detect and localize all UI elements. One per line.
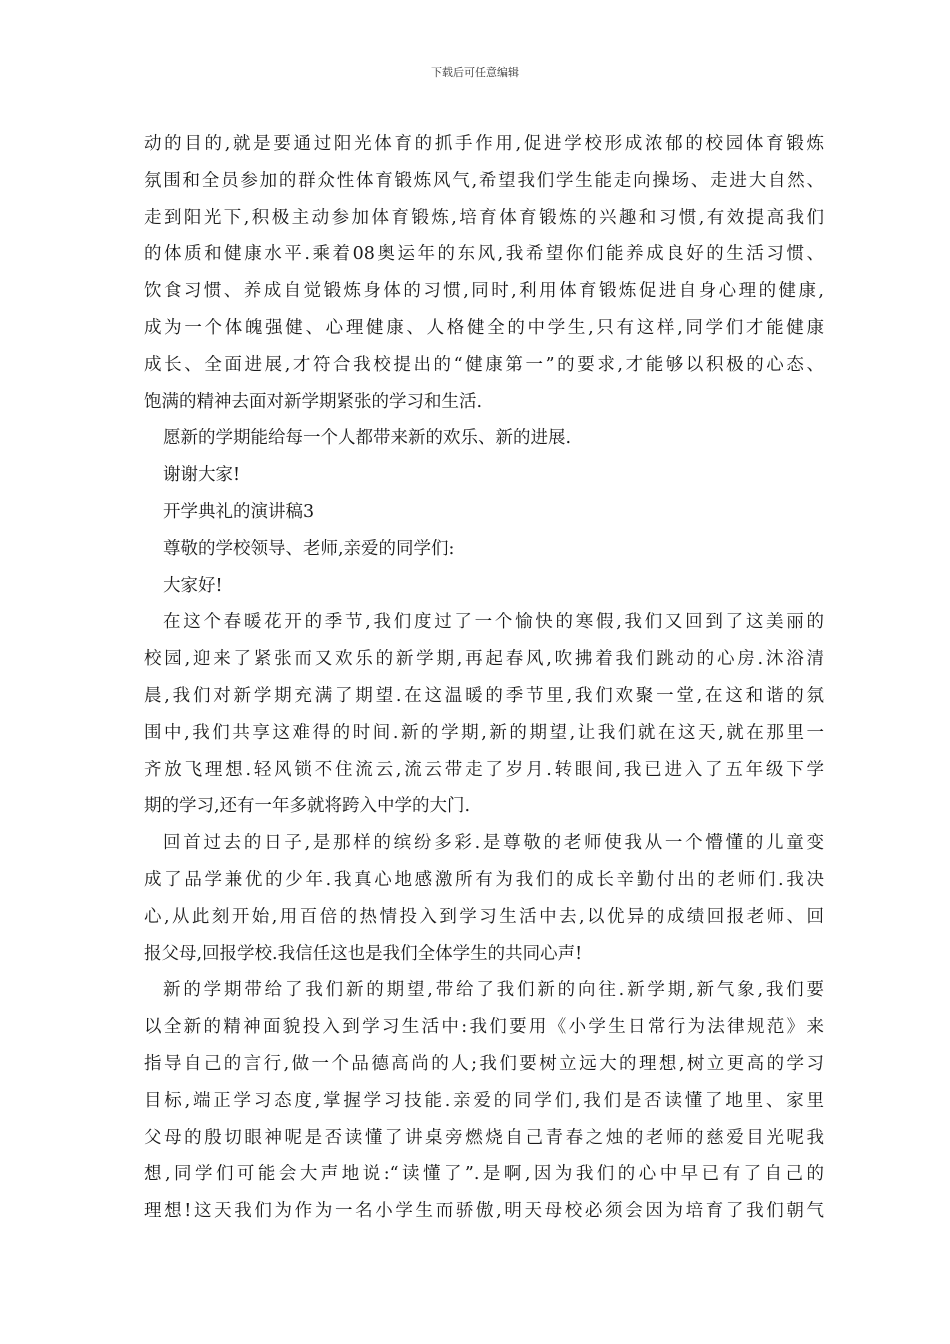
text-line: 报父母,回报学校.我信任这也是我们全体学生的共同心声! bbox=[144, 943, 583, 964]
document-body bbox=[144, 126, 824, 1230]
text-line: 成为一个体魄强健、心理健康、人格健全的中学生,只有这样,同学们才能健康 bbox=[144, 317, 824, 338]
text-line: 氛围和全员参加的群众性体育锻炼风气,希望我们学生能走向操场、走进大自然、 bbox=[144, 170, 824, 191]
text-line: 尊敬的学校领导、老师,亲爱的同学们: bbox=[163, 538, 455, 559]
text-line: 动的目的,就是要通过阳光体育的抓手作用,促进学校形成浓郁的校园体育锻炼 bbox=[144, 134, 824, 154]
text-line: 想,同学们可能会大声地说:“读懂了”.是啊,因为我们的心中早已有了自己的 bbox=[144, 1164, 824, 1185]
text-line: 齐放飞理想.轻风锁不住流云,流云带走了岁月.转眼间,我已进入了五年级下学 bbox=[144, 759, 824, 780]
text-line: 理想!这天我们为作为一名小学生而骄傲,明天母校必须会因为培育了我们朝气 bbox=[144, 1201, 824, 1222]
text-line: 回首过去的日子,是那样的缤纷多彩.是尊敬的老师使我从一个懵懂的儿童变 bbox=[163, 833, 824, 854]
text-line: 饱满的精神去面对新学期紧张的学习和生活. bbox=[144, 391, 483, 412]
text-line: 心,从此刻开始,用百倍的热情投入到学习生活中去,以优异的成绩回报老师、回 bbox=[144, 906, 824, 927]
text-line: 谢谢大家! bbox=[163, 465, 241, 486]
text-line: 的体质和健康水平.乘着08奥运年的东风,我希望你们能养成良好的生活习惯、 bbox=[144, 244, 824, 265]
text-line: 晨,我们对新学期充满了期望.在这温暖的季节里,我们欢聚一堂,在这和谐的氛 bbox=[144, 685, 824, 706]
text-line: 父母的殷切眼神呢是否读懂了讲桌旁燃烧自己青春之烛的老师的慈爱目光呢我 bbox=[144, 1127, 824, 1148]
text-line: 在这个春暖花开的季节,我们度过了一个愉快的寒假,我们又回到了这美丽的 bbox=[163, 612, 824, 633]
text-line: 成了品学兼优的少年.我真心地感激所有为我们的成长辛勤付出的老师们.我决 bbox=[144, 869, 824, 890]
text-line: 指导自己的言行,做一个品德高尚的人;我们要树立远大的理想,树立更高的学习 bbox=[144, 1053, 824, 1074]
text-line: 走到阳光下,积极主动参加体育锻炼,培育体育锻炼的兴趣和习惯,有效提高我们 bbox=[144, 207, 824, 228]
text-line: 新的学期带给了我们新的期望,带给了我们新的向往.新学期,新气象,我们要 bbox=[163, 980, 824, 1001]
page-header: 下载后可任意编辑 bbox=[431, 66, 519, 79]
text-line: 成长、全面进展,才符合我校提出的“健康第一”的要求,才能够以积极的心态、 bbox=[144, 354, 824, 375]
text-line: 围中,我们共享这难得的时间.新的学期,新的期望,让我们就在这天,就在那里一 bbox=[144, 722, 824, 743]
text-line: 饮食习惯、养成自觉锻炼身体的习惯,同时,利用体育锻炼促进自身心理的健康, bbox=[144, 281, 824, 302]
text-line: 期的学习,还有一年多就将跨入中学的大门. bbox=[144, 796, 471, 817]
text-line: 目标,端正学习态度,掌握学习技能.亲爱的同学们,我们是否读懂了地里、家里 bbox=[144, 1090, 824, 1111]
text-line: 校园,迎来了紧张而又欢乐的新学期,再起春风,吹拂着我们跳动的心房.沐浴清 bbox=[144, 649, 824, 670]
text-line: 愿新的学期能给每一个人都带来新的欢乐、新的进展. bbox=[163, 428, 572, 449]
text-line: 开学典礼的演讲稿3 bbox=[163, 501, 315, 522]
text-line: 以全新的精神面貌投入到学习生活中:我们要用《小学生日常行为法律规范》来 bbox=[144, 1017, 824, 1038]
text-line: 大家好! bbox=[163, 575, 223, 596]
